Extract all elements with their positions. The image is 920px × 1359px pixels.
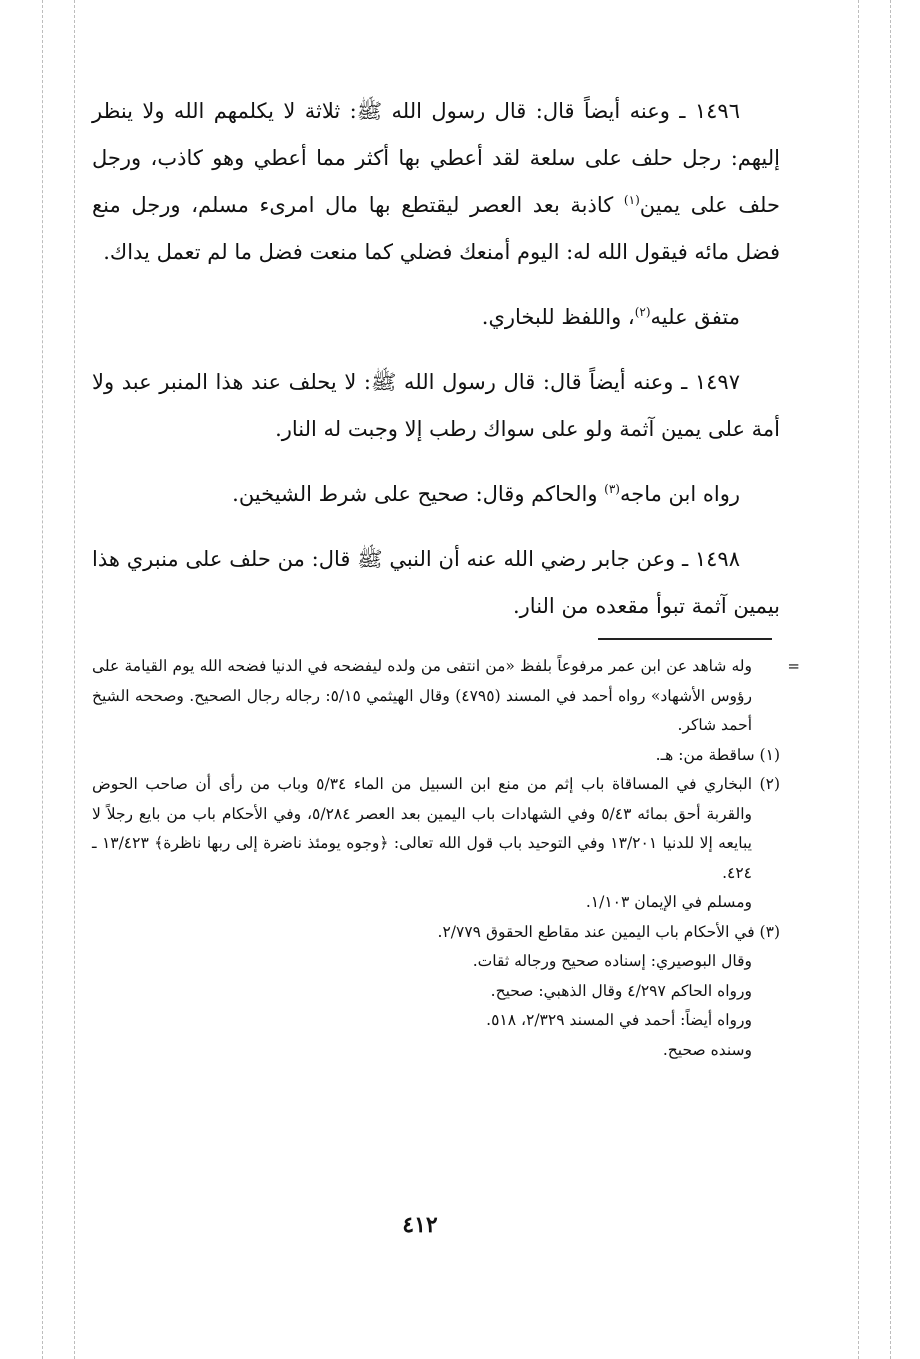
footnote-2-muslim: ومسلم في الإيمان ١/١٠٣.	[585, 893, 752, 911]
footnote-ref: (١)	[623, 193, 640, 207]
source-text-continued: والحاكم وقال: صحيح على شرط الشيخين.	[232, 482, 605, 506]
footnotes	[92, 652, 800, 1065]
hadith-text-continued: كاذبة بعد العصر ليقتطع بها مال امرىء مسلم، ورجل منع فضل مائه فيقول الله له: اليوم أمنعك فضلي كما منعت فضل ما لم تعمل يداك.	[92, 193, 780, 264]
footnote-ref: (٢)	[634, 305, 651, 319]
footnote-1: (١) ساقطة من: هـ.	[655, 745, 780, 764]
hadith-source	[92, 294, 780, 341]
page-number: ٤١٢	[402, 1212, 438, 1238]
footnote-3-line: ورواه الحاكم ٤/٢٩٧ وقال الذهبي: صحيح.	[490, 981, 752, 1000]
margin-guide-line	[74, 0, 75, 1359]
footnote-ref: (٣)	[604, 482, 620, 496]
margin-guide-line	[858, 0, 859, 1359]
hadith-source	[92, 471, 780, 518]
source-text: متفق عليه	[650, 305, 740, 329]
main-text	[92, 88, 780, 648]
source-text: رواه ابن ماجه	[619, 482, 740, 506]
margin-guide-line	[42, 0, 43, 1359]
footnote-carryover: وله شاهد عن ابن عمر مرفوعاً بلفظ «من انتفى من ولده ليفضحه في الدنيا فضحه الله يوم القيامة على رؤوس الأشهاد» رواه أحمد في المسند (٤٧٩٥) وقال الهيثمي ٥/١٥: رجاله رجال الصحيح. وصححه الشيخ أحمد شاكر.	[92, 657, 752, 734]
hadith-text: ١٤٩٦ ـ وعنه أيضاً قال: قال رسول الله ﷺ: ثلاثة لا يكلمهم الله ولا ينظر إليهم: رجل حلف على سلعة لقد أعطي بها أكثر مما أعطي وهو كاذب، ورجل حلف على يمين	[92, 99, 780, 217]
source-text-continued: ، واللفظ للبخاري.	[481, 305, 635, 329]
footnote-3: (٣) في الأحكام باب اليمين عند مقاطع الحقوق ٢/٧٧٩.	[437, 922, 780, 941]
margin-guide-line	[890, 0, 891, 1359]
footnote-separator	[598, 638, 772, 640]
hadith-text: ١٤٩٨ ـ وعن جابر رضي الله عنه أن النبي ﷺ قال: من حلف على منبري هذا بيمين آثمة تبوأ مقعده من النار.	[92, 547, 780, 618]
footnote-3-line: وقال البوصيري: إسناده صحيح ورجاله ثقات.	[472, 952, 752, 970]
continuation-mark: =	[787, 657, 800, 675]
footnote-3-line: وسنده صحيح.	[662, 1040, 752, 1059]
hadith-1498	[92, 536, 780, 630]
hadith-text: ١٤٩٧ ـ وعنه أيضاً قال: قال رسول الله ﷺ: لا يحلف عند هذا المنبر عبد ولا أمة على يمين آثمة ولو على سواك رطب إلا وجبت له النار.	[92, 370, 780, 441]
footnote-3-line: ورواه أيضاً: أحمد في المسند ٢/٣٢٩، ٥١٨.	[486, 1011, 752, 1029]
footnote-2: (٢) البخاري في المساقاة باب إثم من منع ابن السبيل من الماء ٥/٣٤ وباب من رأى أن صاحب الحوض والقربة أحق بمائه ٥/٤٣ وفي الشهادات باب اليمين بعد العصر ٥/٢٨٤، وفي الأحكام باب من بايع رجلاً لا يبايعه إلا للدنيا ١٣/٢٠١ وفي التوحيد باب قول الله تعالى: ﴿وجوه يومئذ ناضرة إلى ربها ناظرة﴾ ١٣/٤٢٣ ـ ٤٢٤.	[92, 775, 780, 882]
hadith-1496	[92, 88, 780, 276]
hadith-1497	[92, 359, 780, 453]
